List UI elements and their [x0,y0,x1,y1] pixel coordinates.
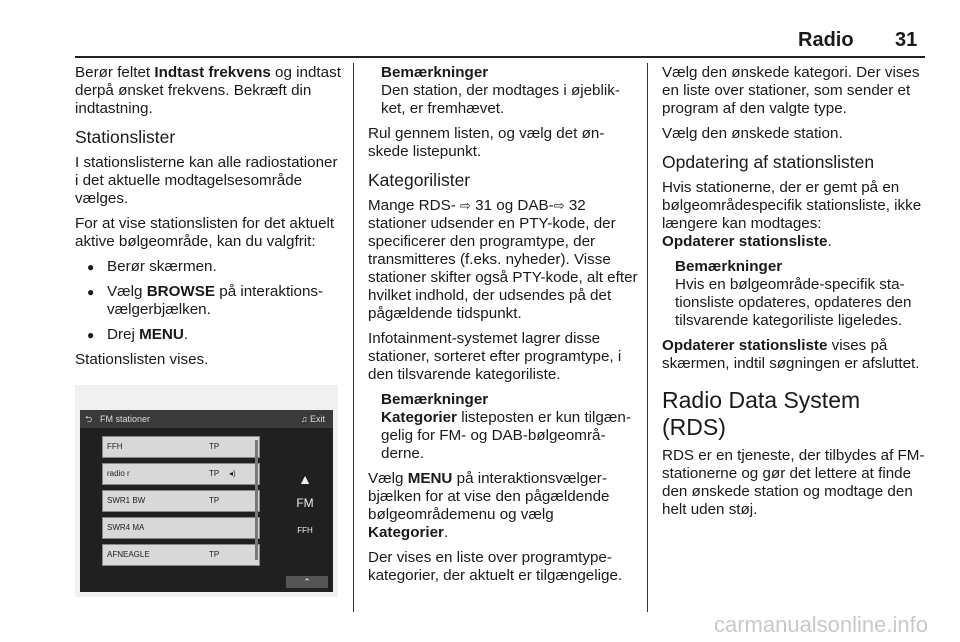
speaker-icon: ◂) [229,469,236,478]
header-title: Radio [798,29,854,51]
page-reference-icon: ⇨ [460,198,471,213]
paragraph: Der vises en liste over programtypekategorier, der aktuelt er tilgængelige. [368,549,623,584]
back-arrow-icon: ⮌ [85,414,93,424]
note-box [675,258,927,330]
chevron-up-icon: ⌃ [303,577,311,587]
now-playing-panel [280,470,330,540]
note-text: Den station, der modtages i øjeblikket, er fremhævet. [381,82,620,117]
station-row: SWR4 MA [102,517,260,539]
paragraph: RDS er en tjeneste, der tilbydes af FM-stationerne og gør det lettere at finde den ønskede station og modtage den helt uden støj. [662,447,925,518]
list-item: ● Vælg BROWSE på interaktionsvælgerbjælken. [75,283,345,319]
band-label: FM [296,496,314,510]
screen-title: FM stationer [100,414,151,424]
column-divider-1 [353,63,354,612]
watermark: carmanualsonline.info [713,612,928,637]
paragraph: Mange RDS- ⇨ 31 og DAB-⇨ 32 stationer udsender en PTY-kode, der specificerer den programtype, der transmitteres (f.eks. nyheder). Visse stationer skifter også PTY-kode, alt efter hvilket indhold, der udsendes på det pågældende tidspunkt. [368,197,638,322]
paragraph: Rul gennem listen, og vælg det ønskede listepunkt. [368,125,605,160]
column-divider-2 [647,63,648,612]
paragraph: Vælg den ønskede kategori. Der vises en liste over stationer, som sender et program af den valgte type. [662,64,920,117]
heading-kategorilister: Kategorilister [368,170,471,190]
scrollbar [255,440,258,560]
page-number: 31 [895,29,918,51]
paragraph: Vælg den ønskede station. [662,125,843,142]
note-text: Hvis en bølgeområde-specifik stationsliste opdateres, opdateres den tilsvarende kategoriliste ligeledes. [675,276,912,329]
station-row: radio r TP ◂) [102,463,260,485]
paragraph: Stationslisten vises. [75,351,209,368]
page-reference-icon: ⇨ [553,198,565,213]
current-station-label: FFH [297,526,313,535]
list-item: ● Berør skærmen. [75,258,345,276]
station-list-screenshot [75,385,338,597]
station-row: SWR1 BW TP [102,490,260,512]
list-item: ● Drej MENU. [75,326,345,344]
note-heading: Bemærkninger [381,64,489,81]
column-1 [75,64,345,597]
paragraph: Hvis stationerne, der er gemt på en bølgeområdespecifik stationsliste, ikke længere kan modtages: Opdaterer stationsliste. [662,179,922,250]
note-box [381,391,638,463]
infotainment-screen [80,410,333,592]
column-2 [368,64,638,592]
paragraph: Infotainment-systemet lagrer disse stationer, sorteret efter programtype, i den tilsvarende kategoriliste. [368,330,622,383]
bullet-list [75,258,345,344]
heading-stationslister: Stationslister [75,127,176,147]
paragraph: Vælg MENU på interaktionsvælgerbjælken for at vise den pågældende bølgeområdemenu og vælg Kategorier. [368,470,610,541]
exit-button: ♫ Exit [300,414,325,424]
paragraph: I stationslisterne kan alle radiostationer i det aktuelle modtagelsesområde vælges. [75,154,338,207]
note-box [381,64,638,118]
intro-paragraph: Berør feltet Indtast frekvens og indtast derpå ønsket frekvens. Bekræft din indtastning. [75,64,341,117]
station-list [102,436,260,571]
column-3 [662,64,927,526]
note-heading: Bemærkninger [381,391,489,408]
station-row: FFH TP [102,436,260,458]
screen-title-bar [80,410,333,428]
music-note-icon: ♫ [300,414,308,424]
header-rule [75,56,925,58]
radio-tower-icon: ▲ [298,471,312,487]
note-text: Kategorier listeposten er kun tilgængelig for FM- og DAB-bølgeområderne. [381,409,631,462]
heading-opdatering: Opdatering af stationslisten [662,152,875,172]
paragraph: Opdaterer stationsliste vises på skærmen, indtil søgningen er afsluttet. [662,337,920,372]
station-row: AFNEAGLE TP [102,544,260,566]
scroll-up-button [286,576,328,588]
paragraph: For at vise stationslisten for det aktuelt aktive bølgeområde, kan du valgfrit: [75,215,335,250]
note-heading: Bemærkninger [675,258,783,275]
heading-rds: Radio Data System (RDS) [662,387,861,440]
